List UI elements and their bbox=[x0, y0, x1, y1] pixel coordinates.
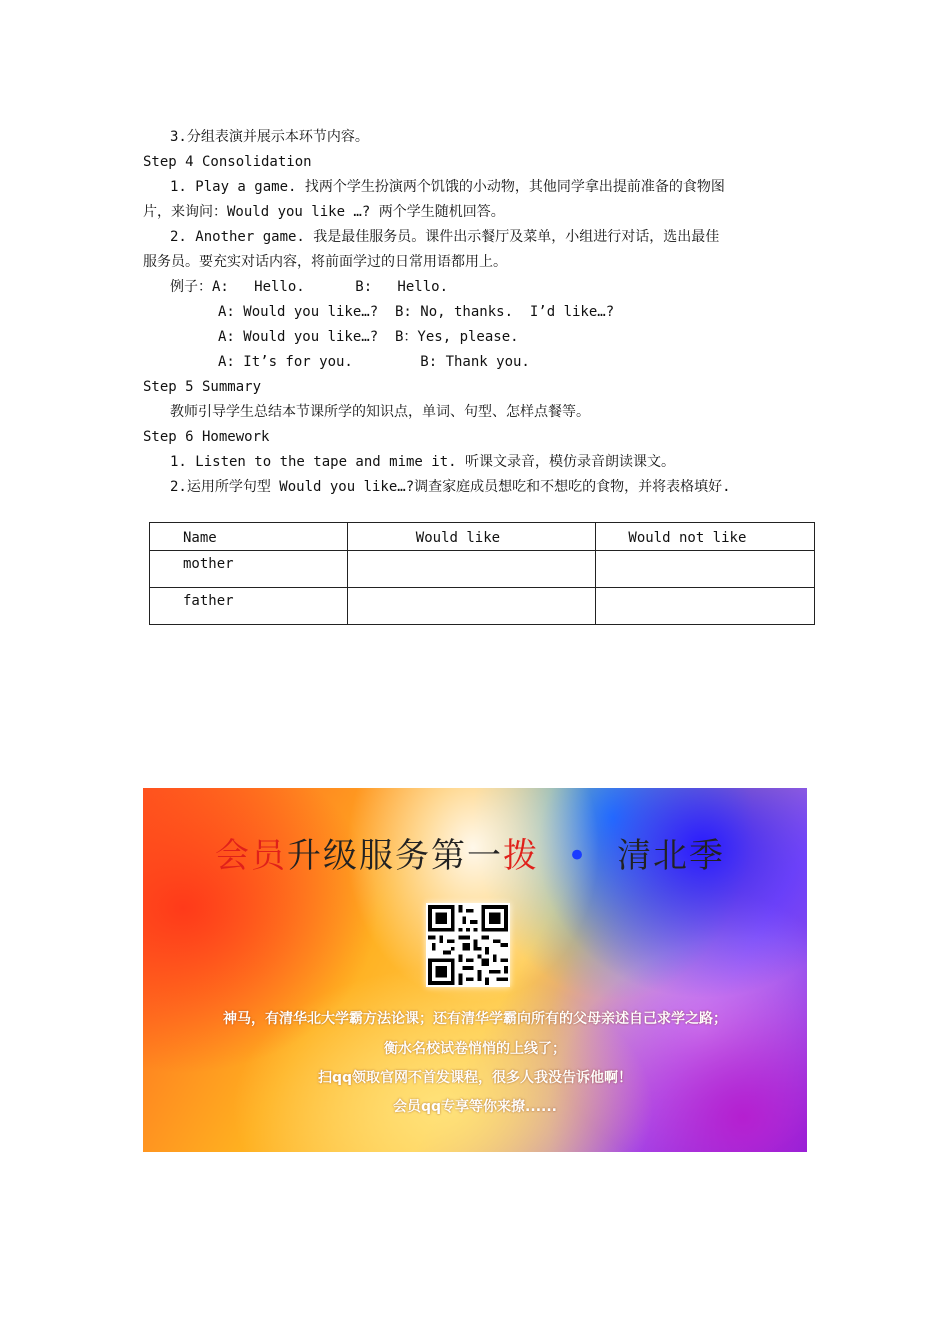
table-cell bbox=[596, 551, 815, 588]
homework-table bbox=[149, 522, 815, 625]
text-line: 2.运用所学句型 Would you like…?调查家庭成员想吃和不想吃的食物，并将表格填好. bbox=[170, 479, 731, 495]
text-line: 服务员。要充实对话内容，将前面学过的日常用语都用上。 bbox=[143, 254, 507, 270]
table-cell: father bbox=[150, 588, 348, 625]
table-header-row bbox=[150, 523, 815, 551]
text-line: 教师引导学生总结本节课所学的知识点，单词、句型、怎样点餐等。 bbox=[170, 404, 590, 420]
text-line: 2. Another game. 我是最佳服务员。课件出示餐厅及菜单，小组进行对话，选出最佳 bbox=[170, 229, 720, 245]
example-line: A: It’s for you. B: Thank you. bbox=[218, 354, 530, 370]
text-line: 1. Play a game. 找两个学生扮演两个饥饿的小动物，其他同学拿出提前准备的食物图 bbox=[170, 179, 725, 195]
banner-text-line: 神马，有清华北大学霸方法论课；还有清华学霸向所有的父母亲述自己求学之路； bbox=[223, 1011, 727, 1027]
table-cell: mother bbox=[150, 551, 348, 588]
table-row bbox=[150, 551, 815, 588]
text-line: 1. Listen to the tape and mime it. 听课文录音，模仿录音朗读课文。 bbox=[170, 454, 676, 470]
banner-title-part: 拨 bbox=[503, 836, 539, 876]
table-header-cell: Would not like bbox=[596, 523, 815, 551]
banner-text-line: 会员qq专享等你来撩...... bbox=[393, 1099, 557, 1115]
table-cell bbox=[596, 588, 815, 625]
banner-title-dot: • bbox=[567, 836, 590, 876]
step-heading: Step 6 Homework bbox=[143, 429, 270, 445]
text-line: 片，来询问：Would you like …? 两个学生随机回答。 bbox=[143, 204, 505, 220]
banner-title bbox=[215, 828, 725, 877]
table-cell bbox=[347, 588, 596, 625]
banner-text-line: 扫qq领取官网不首发课程，很多人我没告诉他啊！ bbox=[317, 1070, 633, 1086]
step-heading: Step 4 Consolidation bbox=[143, 154, 312, 170]
banner-title-part: 升级服务第一 bbox=[287, 836, 503, 876]
example-line: A: Would you like…? B: No, thanks. I’d like…? bbox=[218, 304, 615, 320]
banner-title-part: 清北季 bbox=[617, 836, 726, 876]
table-row bbox=[150, 588, 815, 625]
table-cell bbox=[347, 551, 596, 588]
banner-title-part: 会员 bbox=[215, 836, 287, 876]
step-heading: Step 5 Summary bbox=[143, 379, 262, 395]
text-line: 3.分组表演并展示本环节内容。 bbox=[170, 129, 369, 145]
banner-text-line: 衡水名校试卷悄悄的上线了； bbox=[384, 1041, 566, 1057]
table-header-cell: Name bbox=[150, 523, 348, 551]
table-header-cell: Would like bbox=[347, 523, 596, 551]
example-line: 例子：A: Hello. B: Hello. bbox=[170, 279, 449, 295]
qr-code-icon[interactable] bbox=[426, 903, 510, 987]
example-line: A: Would you like…? B：Yes, please. bbox=[218, 329, 519, 345]
promo-banner[interactable] bbox=[143, 788, 807, 1152]
